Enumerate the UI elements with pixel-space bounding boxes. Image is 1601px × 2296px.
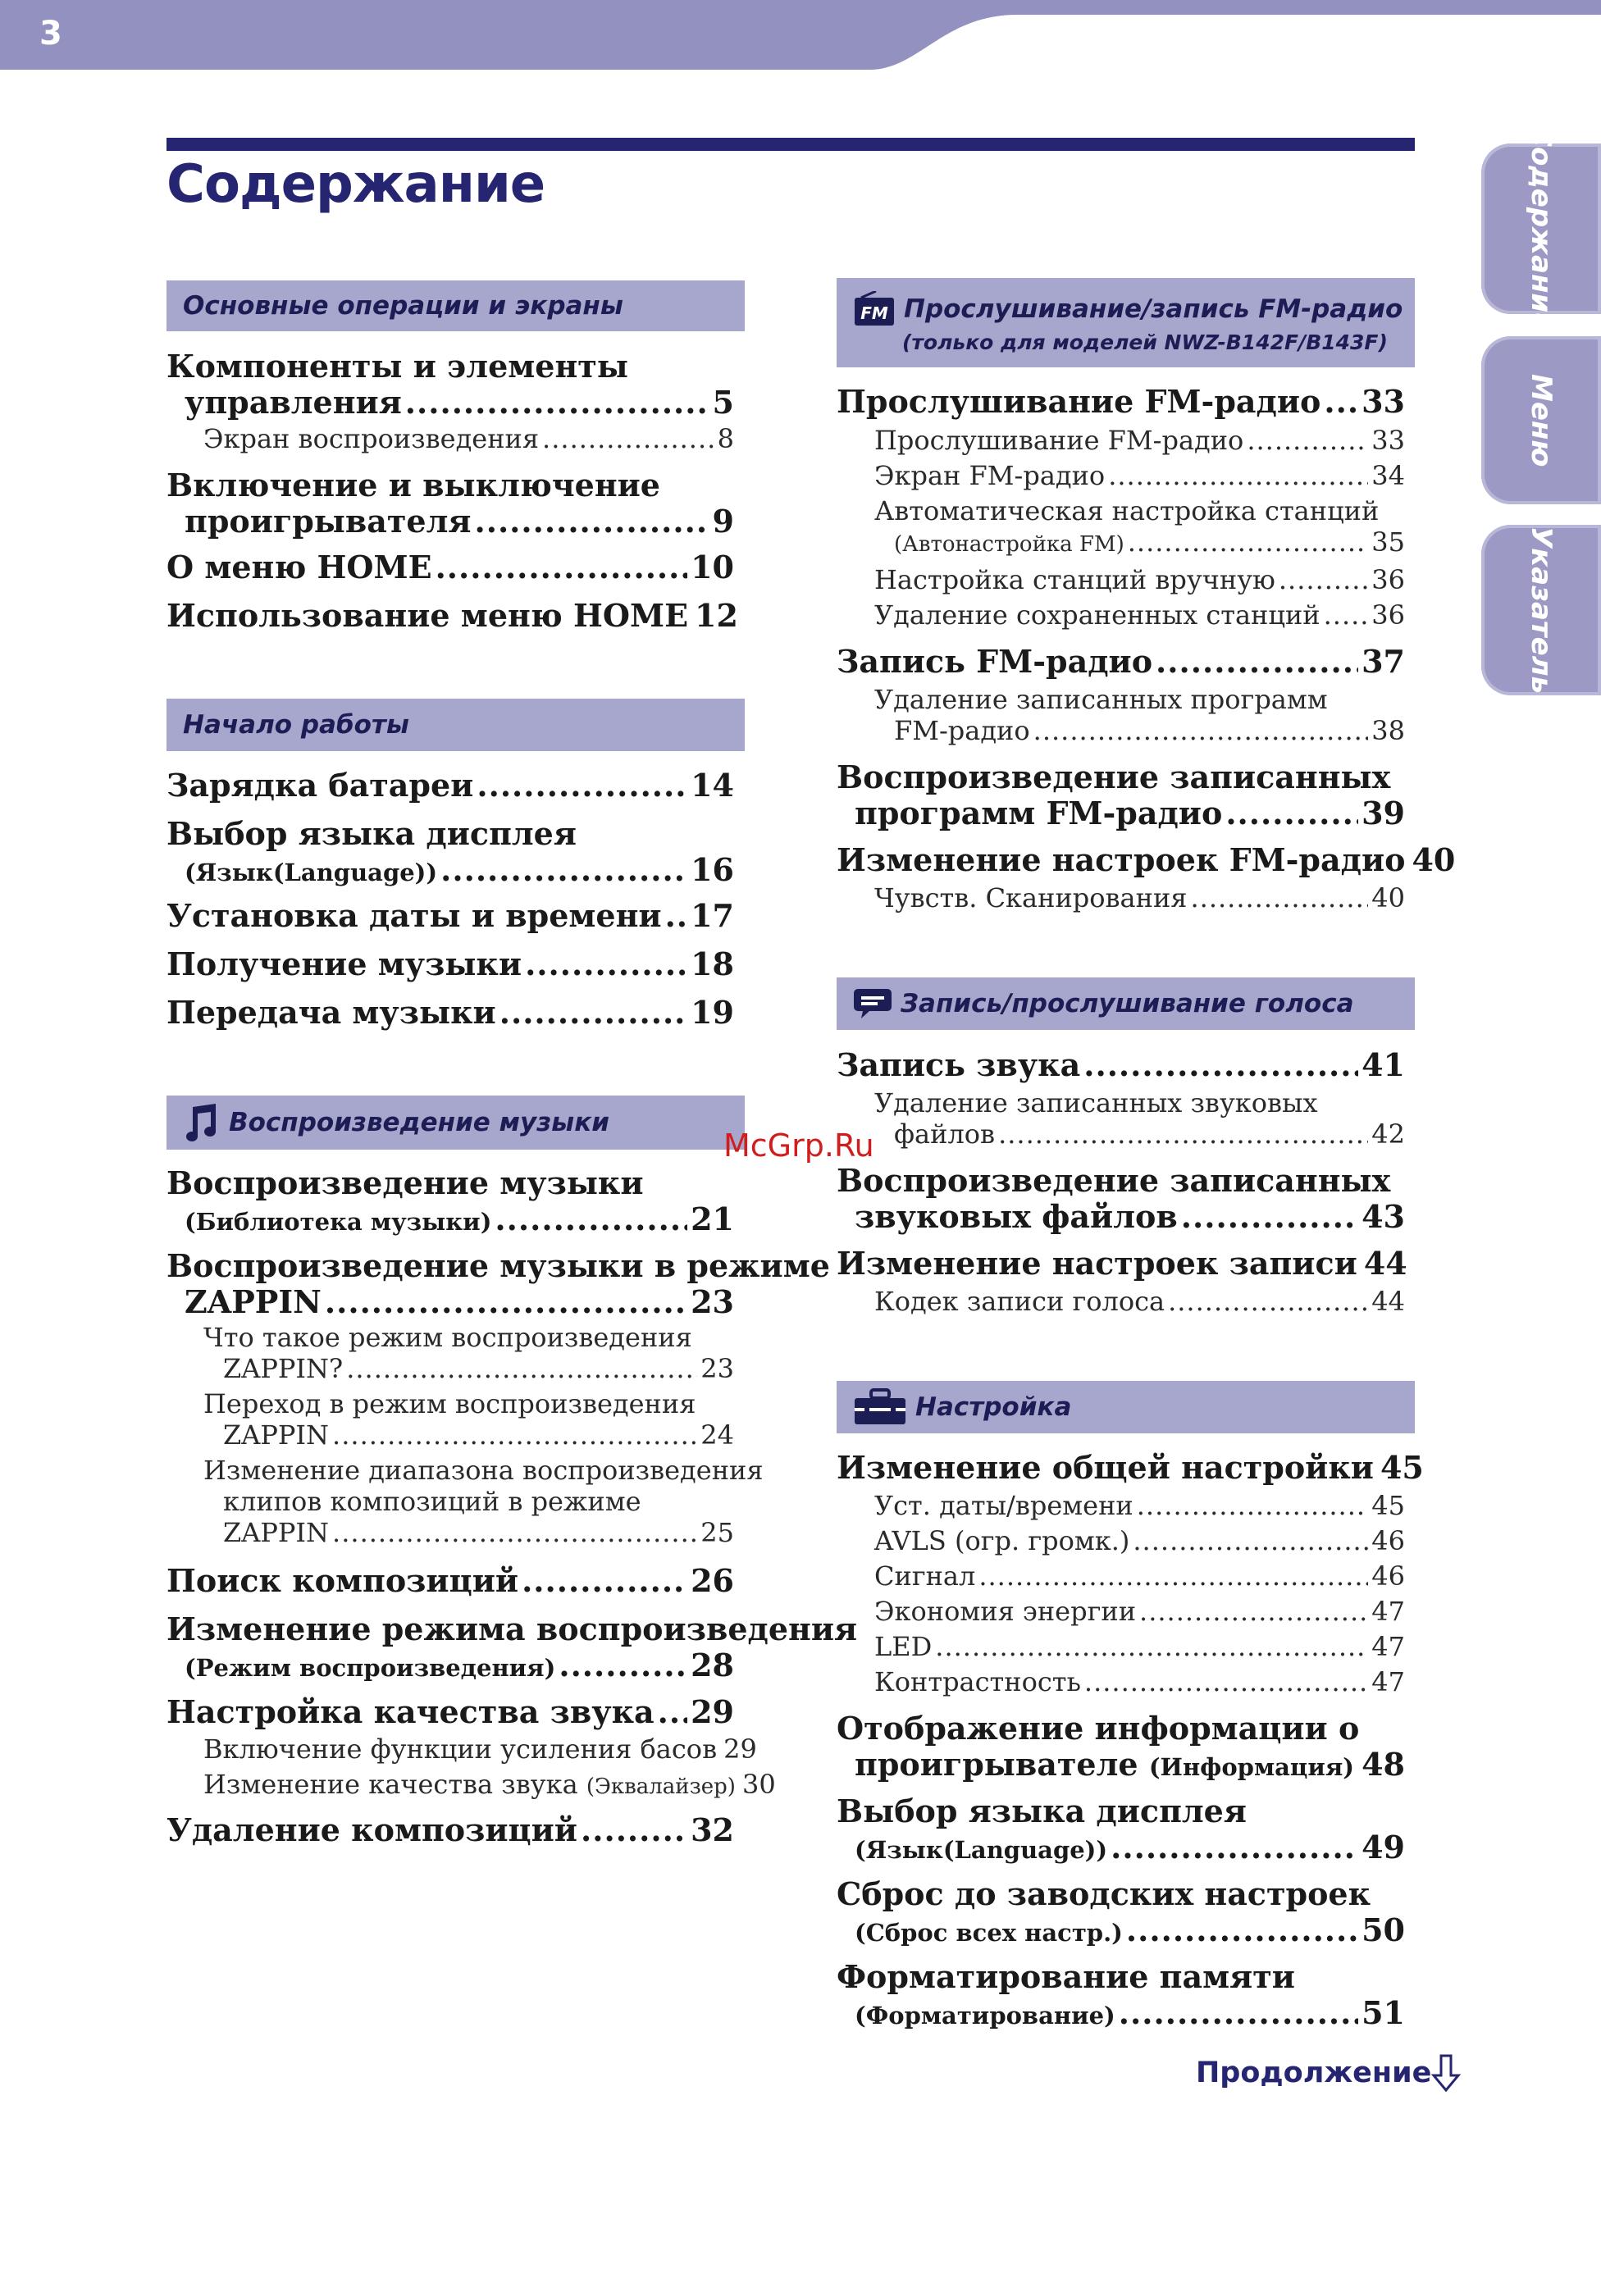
toc-entry-search[interactable]: Поиск композиций ..... 26: [166, 1563, 734, 1599]
toc-subentry-contrast[interactable]: Контрастность ..... 47: [874, 1666, 1405, 1697]
toc-entry-home-menu[interactable]: О меню HOME ..... 10: [166, 549, 734, 585]
toc-entry-components[interactable]: Компоненты и элементы управления ..... 5: [166, 348, 734, 421]
toc-entry-charging[interactable]: Зарядка батареи ..... 14: [166, 768, 734, 804]
section-header-settings: Настройка: [837, 1381, 1415, 1433]
section-header-music-playback: Воспроизведение музыки: [166, 1096, 745, 1150]
toc-entry-fm-record[interactable]: Запись FM-радио ..... 37: [837, 644, 1405, 680]
tab-index[interactable]: Указатель: [1481, 525, 1601, 695]
title-rule: [166, 138, 1415, 151]
toc-entry-sound-quality[interactable]: Настройка качества звука ..... 29: [166, 1694, 734, 1730]
section-header-basic-operations: Основные операции и экраны: [166, 280, 745, 331]
section-header-fm-radio: FM Прослушивание/запись FM-радио (только для моделей NWZ-B142F/B143F): [837, 278, 1415, 367]
toc-entry-fm-listen[interactable]: Прослушивание FM-радио ..... 33: [837, 384, 1405, 420]
toc-subentry-delete-fm-recordings[interactable]: Удаление записанных программ FM-радио ..... 38: [874, 684, 1405, 746]
toc-entry-fm-settings[interactable]: Изменение настроек FM-радио 40: [837, 841, 1456, 878]
tab-contents[interactable]: Содержание: [1481, 144, 1601, 314]
svg-text:FM: FM: [860, 303, 888, 323]
toc-entry-getting-music[interactable]: Получение музыки ..... 18: [166, 946, 734, 982]
toc-subentry-bass-boost[interactable]: Включение функции усиления басов 29: [203, 1733, 757, 1765]
toc-subentry-beep[interactable]: Сигнал ..... 46: [874, 1560, 1405, 1592]
section-header-voice: Запись/прослушивание голоса: [837, 977, 1415, 1030]
toc-entry-fm-playback[interactable]: Воспроизведение записанных программ FM-радио ..... 39: [837, 759, 1405, 831]
section-header-getting-started: Начало работы: [166, 699, 745, 751]
toc-subentry-power-save[interactable]: Экономия энергии ..... 47: [874, 1596, 1405, 1627]
toc-subentry-manual-tune[interactable]: Настройка станций вручную ..... 36: [874, 564, 1405, 595]
music-note-icon: [183, 1102, 221, 1143]
toc-entry-display-language[interactable]: Выбор языка дисплея (Язык(Language)) ..... 49: [837, 1793, 1405, 1868]
toc-subentry-date-time[interactable]: Уст. даты/времени ..... 45: [874, 1490, 1405, 1521]
toc-subentry-avls[interactable]: AVLS (огр. громк.) ..... 46: [874, 1525, 1405, 1556]
toc-subentry-voice-codec[interactable]: Кодек записи голоса ..... 44: [874, 1286, 1405, 1317]
top-band: [0, 0, 1601, 70]
toc-entry-sound-playback[interactable]: Воспроизведение записанных звуковых файлов ..... 43: [837, 1163, 1405, 1235]
toc-entry-player-info[interactable]: Отображение информации о проигрывателе (Информация) ..... 48: [837, 1711, 1405, 1785]
toc-entry-transfer-music[interactable]: Передача музыки ..... 19: [166, 995, 734, 1031]
toc-subentry-delete-sound-files[interactable]: Удаление записанных звуковых файлов ..... 42: [874, 1087, 1405, 1150]
fm-radio-icon: [853, 291, 896, 327]
toc-entry-record-sound[interactable]: Запись звука ..... 41: [837, 1047, 1405, 1083]
toc-entry-language[interactable]: Выбор языка дисплея (Язык(Language)) ..... 16: [166, 816, 734, 891]
toc-entry-factory-reset[interactable]: Сброс до заводских настроек (Сброс всех настр.) ..... 50: [837, 1876, 1405, 1951]
toc-subentry-zappin-range[interactable]: Изменение диапазона воспроизведения клипов композиций в режиме ZAPPIN ..... 25: [203, 1455, 734, 1548]
toc-entry-zappin[interactable]: Воспроизведение музыки в режиме ZAPPIN ..... 23: [166, 1248, 734, 1320]
continued-link[interactable]: Продолжение: [1196, 2054, 1461, 2092]
toolbox-icon: [853, 1388, 907, 1426]
toc-entry-play-mode[interactable]: Изменение режима воспроизведения (Режим воспроизведения) ..... 28: [166, 1611, 734, 1686]
toc-subentry-scan-sensitivity[interactable]: Чувств. Сканирования ..... 40: [874, 882, 1405, 913]
page-title: Содержание: [166, 154, 545, 215]
toc-entry-format-memory[interactable]: Форматирование памяти (Форматирование) ..... 51: [837, 1959, 1405, 2034]
toc-entry-music-library[interactable]: Воспроизведение музыки (Библиотека музыки) ..... 21: [166, 1165, 734, 1240]
toc-entry-delete-songs[interactable]: Удаление композиций ..... 32: [166, 1812, 734, 1848]
toc-subentry-auto-tune[interactable]: Автоматическая настройка станций (Автонастройка FM) ..... 35: [874, 495, 1405, 560]
toc-subentry-equalizer[interactable]: Изменение качества звука (Эквалайзер) 30: [203, 1769, 776, 1800]
page-number: 3: [39, 15, 62, 52]
toc-subentry-switch-zappin[interactable]: Переход в режим воспроизведения ZAPPIN ..... 24: [203, 1388, 734, 1451]
watermark: McGrp.Ru: [723, 1128, 874, 1164]
toc-entry-power[interactable]: Включение и выключение проигрывателя ..... 9: [166, 467, 734, 540]
toc-entry-date-time[interactable]: Установка даты и времени ..... 17: [166, 898, 734, 934]
toc-entry-general-settings[interactable]: Изменение общей настройки 45: [837, 1449, 1424, 1486]
toc-subentry-fm-screen[interactable]: Экран FM-радио ..... 34: [874, 460, 1405, 491]
speech-bubble-icon: [853, 986, 892, 1022]
toc-entry-using-home-menu[interactable]: Использование меню HOME 12: [166, 597, 738, 634]
down-arrow-icon: [1431, 2054, 1461, 2092]
toc-subentry-delete-stations[interactable]: Удаление сохраненных станций ..... 36: [874, 599, 1405, 631]
toc-entry-record-settings[interactable]: Изменение настроек записи 44: [837, 1245, 1407, 1282]
toc-subentry-led[interactable]: LED ..... 47: [874, 1631, 1405, 1662]
toc-subentry-what-is-zappin[interactable]: Что такое режим воспроизведения ZAPPIN? ..... 23: [203, 1322, 734, 1384]
toc-subentry-playback-screen[interactable]: Экран воспроизведения ..... 8: [203, 423, 734, 454]
toc-subentry-fm-listen[interactable]: Прослушивание FM-радио ..... 33: [874, 425, 1405, 456]
tab-menu[interactable]: Меню: [1481, 336, 1601, 504]
